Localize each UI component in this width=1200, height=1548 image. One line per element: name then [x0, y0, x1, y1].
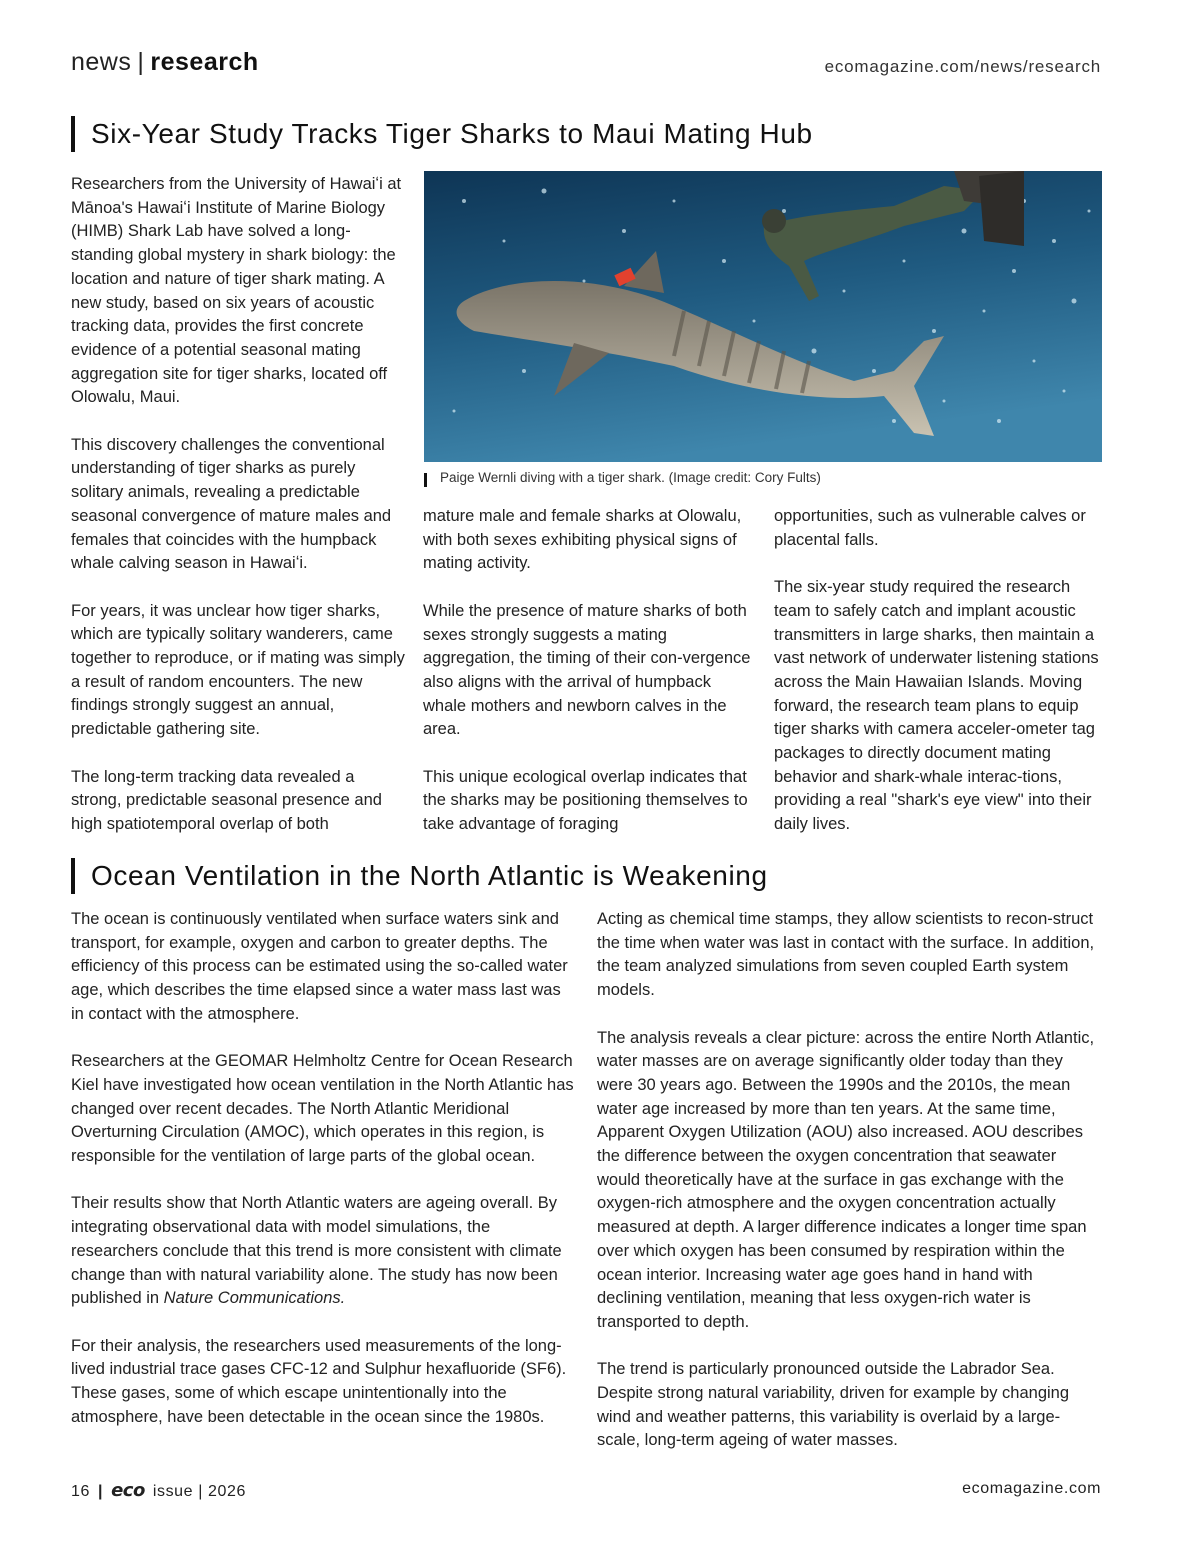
photo-caption: Paige Wernli diving with a tiger shark. (Image credit: Cory Fults)	[424, 470, 821, 485]
paragraph: The ocean is continuously ventilated when surface waters sink and transport, for example, oxygen and carbon to greater depths. The efficiency of this process can be estimated using the so-called water age, which describes the time elapsed since a water mass last was in contact with the atmosphere.	[71, 910, 568, 1023]
page-number: 16	[71, 1483, 90, 1500]
eco-logo: eco	[111, 1480, 145, 1501]
subsection-label: research	[150, 48, 259, 76]
paragraph: The six-year study required the research team to safely catch and implant acoustic transmitters in large sharks, then maintain a vast network of underwater listening stations across the Main Hawaiian Islands. Moving forward, the research team plans to equip tiger sharks with camera acceler-ometer tag packages to directly document mating behavior and shark-whale interac-tions, providing a real "shark's eye view" into their daily lives.	[774, 578, 1099, 834]
journal-name: Nature Communications.	[163, 1289, 346, 1308]
section-separator: |	[137, 48, 145, 76]
article-2-column-1	[71, 908, 576, 1429]
paragraph: opportunities, such as vulnerable calves or placental falls.	[774, 507, 1086, 549]
paragraph: The analysis reveals a clear picture: across the entire North Atlantic, water masses are on average significantly older today than they were 30 years ago. Between the 1990s and the 2010s, the mean water age increased by more than ten years. At the same time, Apparent Oxygen Utilization (AOU) also increased. AOU describes the difference between the oxygen concentration that seawater would theoretically have at the surface in gas exchange with the oxygen-rich atmosphere and the oxygen concentration actually measured at depth. A larger difference indicates a longer time span over which oxygen has been consumed by respiration within the ocean interior. Increasing water age goes hand in hand with declining ventilation, meaning that less oxygen-rich water is transported to depth.	[597, 1028, 1095, 1331]
paragraph: Researchers from the University of Hawaiʻi at Mānoa's Hawaiʻi Institute of Marine Biology (HIMB) Shark Lab have solved a long-standing global mystery in shark biology: the location and nature of tiger shark mating. A new study, based on six years of acoustic tracking data, provides the first concrete evidence of a potential seasonal mating aggregation site for tiger sharks, located off Olowalu, Maui.	[71, 175, 402, 407]
paragraph: For years, it was unclear how tiger sharks, which are typically solitary wanderers, came together to reproduce, or if mating was simply a result of random encounters. The new findings strongly suggest an annual, predictable gathering site.	[71, 601, 405, 739]
paragraph: mature male and female sharks at Olowalu, with both sexes exhibiting physical signs of mating activity.	[423, 507, 742, 573]
paragraph-text: Their results show that North Atlantic waters are ageing overall. By integrating observational data with model simulations, the researchers conclude that this trend is more consistent with climate change than with natural variability alone. The study has now been published in	[71, 1194, 562, 1308]
issue-label: issue | 2026	[152, 1483, 247, 1500]
article-1-column-2	[423, 505, 757, 837]
paragraph: The long-term tracking data revealed a strong, predictable seasonal presence and high spatiotemporal overlap of both	[71, 767, 382, 833]
paragraph: This unique ecological overlap indicates that the sharks may be positioning themselves to take advantage of foraging	[423, 767, 748, 834]
paragraph: Acting as chemical time stamps, they allow scientists to recon-struct the time when water was last in contact with the surface. In addition, the team analyzed simulations from seven coupled Earth system models.	[597, 910, 1095, 1000]
paragraph: This discovery challenges the conventional understanding of tiger sharks as purely solitary animals, revealing a predictable seasonal convergence of mature males and females that coincides with the humpback whale calving season in Hawaiʻi.	[71, 435, 392, 573]
paragraph	[71, 1192, 576, 1311]
article-2-headline: Ocean Ventilation in the North Atlantic is Weakening	[71, 858, 768, 894]
header-url: ecomagazine.com/news/research	[824, 57, 1101, 76]
section-label: news	[71, 48, 132, 76]
footer-separator: |	[98, 1483, 104, 1500]
page-footer	[71, 1480, 246, 1501]
section-header	[71, 48, 259, 77]
paragraph: Researchers at the GEOMAR Helmholtz Centre for Ocean Research Kiel have investigated how ocean ventilation in the North Atlantic has changed over recent decades. The North Atlantic Meridional Overturning Circulation (AMOC), which operates in this region, is responsible for the ventilation of large parts of the global ocean.	[71, 1052, 574, 1166]
article-1-headline: Six-Year Study Tracks Tiger Sharks to Maui Mating Hub	[71, 116, 813, 152]
shark-diver-photo	[424, 171, 1102, 462]
article-1-column-1	[71, 173, 405, 837]
article-2-column-2	[597, 908, 1102, 1453]
paragraph: The trend is particularly pronounced outside the Labrador Sea. Despite strong natural variability, driven for example by changing wind and weather patterns, this variability is overlaid by a large-scale, long-term ageing of water masses.	[597, 1360, 1070, 1450]
paragraph: For their analysis, the researchers used measurements of the long-lived industrial trace gases CFC-12 and Sulphur hexafluoride (SF6). These gases, some of which escape unintentionally into the atmosphere, have been detectable in the ocean since the 1980s.	[71, 1336, 567, 1426]
footer-url: ecomagazine.com	[962, 1480, 1101, 1497]
paragraph: While the presence of mature sharks of both sexes strongly suggests a mating aggregation, the timing of their con-vergence also aligns with the arrival of humpback whale mothers and newborn calves in the area.	[423, 601, 751, 739]
article-1-column-3	[774, 505, 1104, 837]
